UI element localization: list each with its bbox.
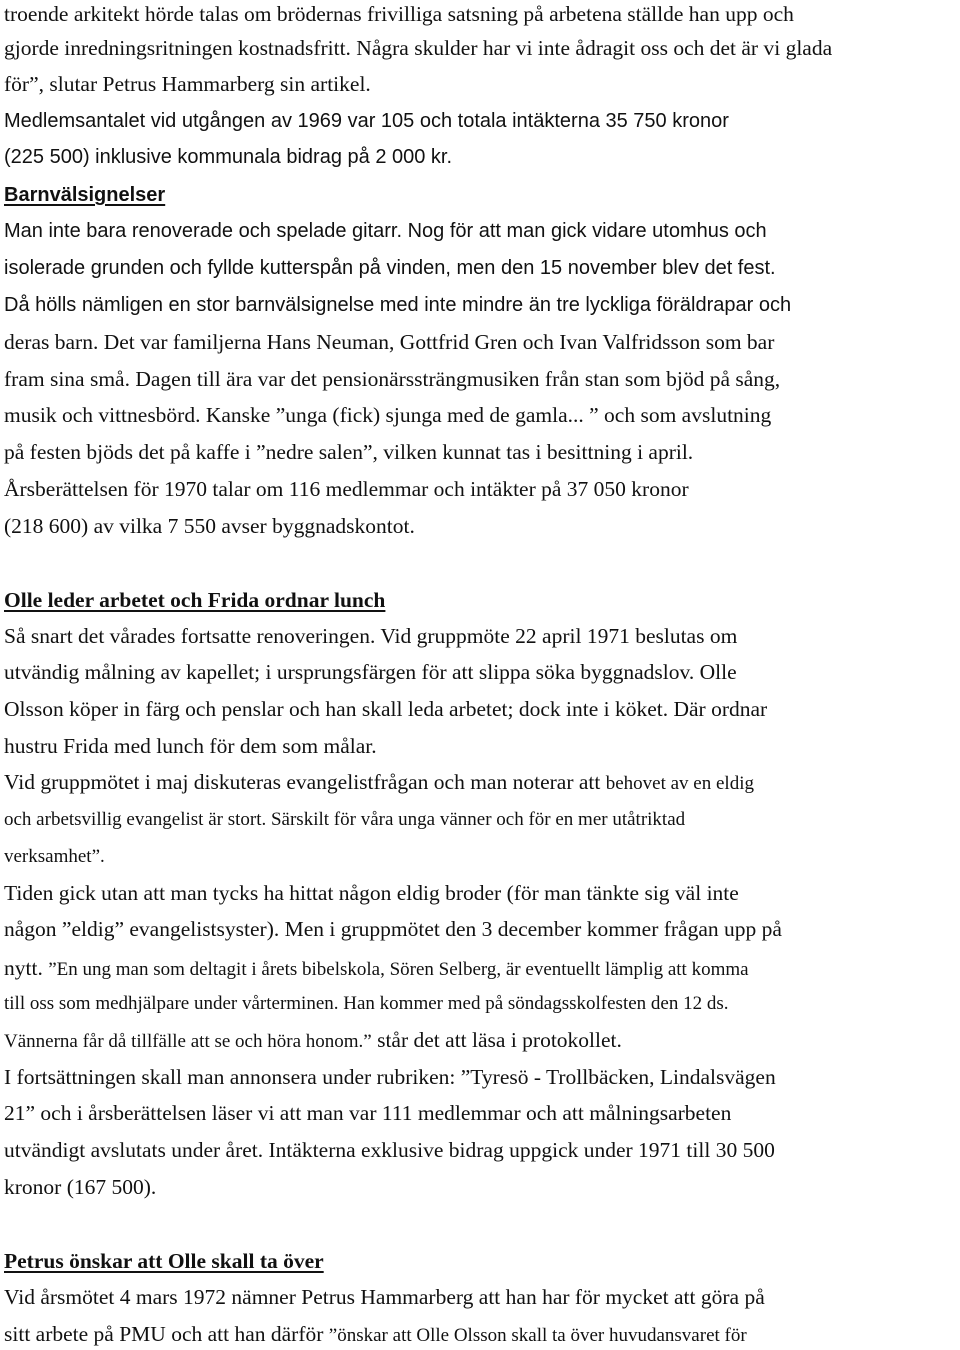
body-line	[4, 768, 754, 798]
body-line: hustru Frida med lunch för dem som målar.	[4, 734, 377, 758]
body-line: utvändigt avslutats under året. Intäkterna exklusive bidrag uppgick under 1971 till 30 500	[4, 1138, 775, 1162]
body-text: nytt.	[4, 956, 49, 980]
section-heading-olle-leder: Olle leder arbetet och Frida ordnar lunch	[4, 588, 386, 612]
body-line: på festen bjöds det på kaffe i ”nedre salen”, vilken kunnat tas i besittning i april.	[4, 440, 694, 464]
body-line	[4, 1320, 747, 1350]
body-line: och arbetsvillig evangelist är stort. Särskilt för våra unga vänner och för en mer utåtriktad	[4, 809, 686, 830]
quoted-text: ”En ung man som deltagit i årets bibelskola, Sören Selberg, är eventuellt lämplig att komma	[48, 959, 749, 980]
body-line: Då hölls nämligen en stor barnvälsignelse med inte mindre än tre lyckliga föräldrapar och	[4, 294, 792, 316]
body-line: 21” och i årsberättelsen läser vi att man var 111 medlemmar och att målningsarbeten	[4, 1101, 732, 1125]
body-line: till oss som medhjälpare under vårterminen. Han kommer med på söndagsskolfesten den 12 ds.	[4, 993, 729, 1014]
body-line: I fortsättningen skall man annonsera under rubriken: ”Tyresö - Trollbäcken, Lindalsvägen	[4, 1065, 776, 1089]
body-line: Olsson köper in färg och penslar och han skall leda arbetet; dock inte i köket. Där ordnar	[4, 697, 768, 721]
section-heading-petrus-onskar: Petrus önskar att Olle skall ta över	[4, 1249, 324, 1273]
body-line: kronor (167 500).	[4, 1175, 157, 1199]
body-line: Så snart det vårades fortsatte renoveringen. Vid gruppmöte 22 april 1971 beslutas om	[4, 624, 738, 648]
body-line: isolerade grunden och fyllde kutterspån på vinden, men den 15 november blev det fest.	[4, 257, 776, 279]
body-line: någon ”eldig” evangelistsyster). Men i gruppmötet den 3 december kommer frågan upp på	[4, 917, 782, 941]
body-line: Årsberättelsen för 1970 talar om 116 medlemmar och intäkter på 37 050 kronor	[4, 477, 689, 501]
body-line: musik och vittnesbörd. Kanske ”unga (fick) sjunga med de gamla... ” och som avslutning	[4, 403, 772, 427]
body-line: troende arkitekt hörde talas om brödernas frivilliga satsning på arbetena ställde han upp och	[4, 2, 794, 26]
quoted-text: ”önskar att Olle Olsson skall ta över huvudansvaret för	[328, 1325, 747, 1346]
body-text: Vid gruppmötet i maj diskuteras evangelistfrågan och man noterar att	[4, 770, 606, 794]
body-line: Medlemsantalet vid utgången av 1969 var 105 och totala intäkterna 35 750 kronor	[4, 110, 729, 132]
body-line: verksamhet”.	[4, 846, 105, 867]
body-line: gjorde inredningsritningen kostnadsfritt. Några skulder har vi inte ådragit oss och det är vi glada	[4, 36, 833, 60]
body-line: deras barn. Det var familjerna Hans Neuman, Gottfrid Gren och Ivan Valfridsson som bar	[4, 330, 775, 354]
body-line: Vid årsmötet 4 mars 1972 nämner Petrus Hammarberg att han har för mycket att göra på	[4, 1285, 765, 1309]
body-line	[4, 954, 749, 984]
body-line: fram sina små. Dagen till ära var det pensionärssträngmusiken från stan som bjöd på sång,	[4, 367, 781, 391]
quoted-text: Vännerna får då tillfälle att se och höra honom.”	[4, 1031, 372, 1052]
section-heading-barnvalsignelser: Barnvälsignelser	[4, 184, 166, 206]
body-line: för”, slutar Petrus Hammarberg sin artikel.	[4, 72, 371, 96]
body-line: (225 500) inklusive kommunala bidrag på 2 000 kr.	[4, 146, 453, 168]
body-text: sitt arbete på PMU och att han därför	[4, 1322, 329, 1346]
body-line: utvändig målning av kapellet; i ursprungsfärgen för att slippa söka byggnadslov. Olle	[4, 660, 737, 684]
body-text: står det att läsa i protokollet.	[371, 1028, 622, 1052]
quoted-text: behovet av en eldig	[605, 773, 754, 794]
body-line: Tiden gick utan att man tycks ha hittat någon eldig broder (för man tänkte sig väl inte	[4, 881, 739, 905]
body-line	[4, 1026, 622, 1056]
body-line: Man inte bara renoverade och spelade gitarr. Nog för att man gick vidare utomhus och	[4, 220, 767, 242]
body-line: (218 600) av vilka 7 550 avser byggnadskontot.	[4, 514, 415, 538]
